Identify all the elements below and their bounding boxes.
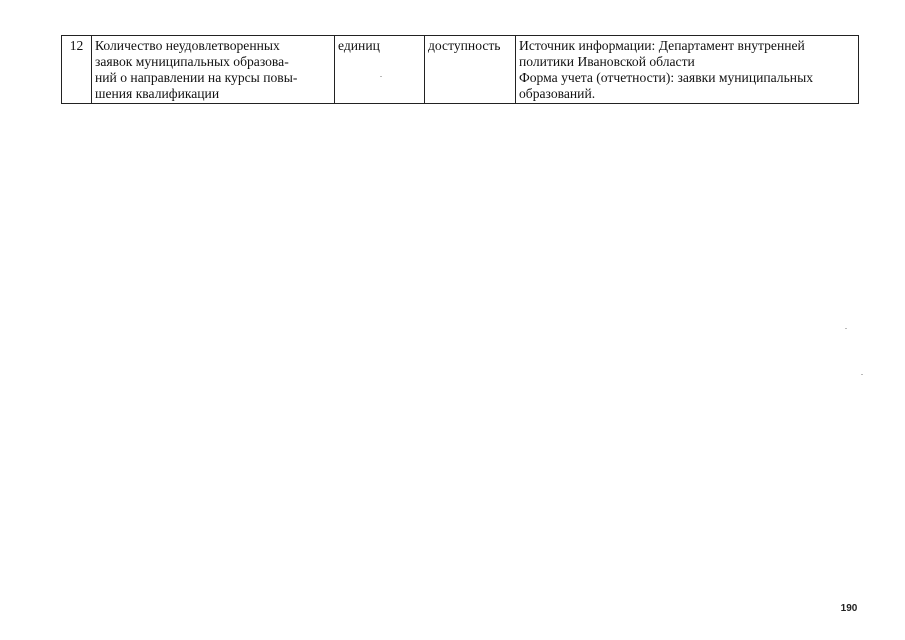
row-number: 12 [69,38,84,53]
source-line: Источник информации: Департамент внутренней [519,38,805,53]
unit-cell [335,36,425,104]
unit-value: единиц [338,38,380,53]
indicators-table [61,35,859,104]
scan-speck [380,76,382,77]
indicator-type-value: доступность [428,38,501,53]
source-cell [516,36,859,104]
page-number: 190 [840,603,858,614]
indicator-name-line: заявок муниципальных образова- [95,54,289,69]
source-line: образований. [519,86,596,101]
row-number-cell [62,36,92,104]
indicator-name-line: ний о направлении на курсы повы- [95,70,298,85]
scan-speck [861,374,863,375]
indicator-name-cell [92,36,335,104]
indicator-type-cell [425,36,516,104]
scan-speck [845,328,847,329]
source-line: Форма учета (отчетности): заявки муниципальных [519,70,813,85]
indicator-name-line: шения квалификации [95,86,220,101]
table-row [62,36,859,104]
source-line: политики Ивановской области [519,54,695,69]
indicator-name-line: Количество неудовлетворенных [95,38,280,53]
